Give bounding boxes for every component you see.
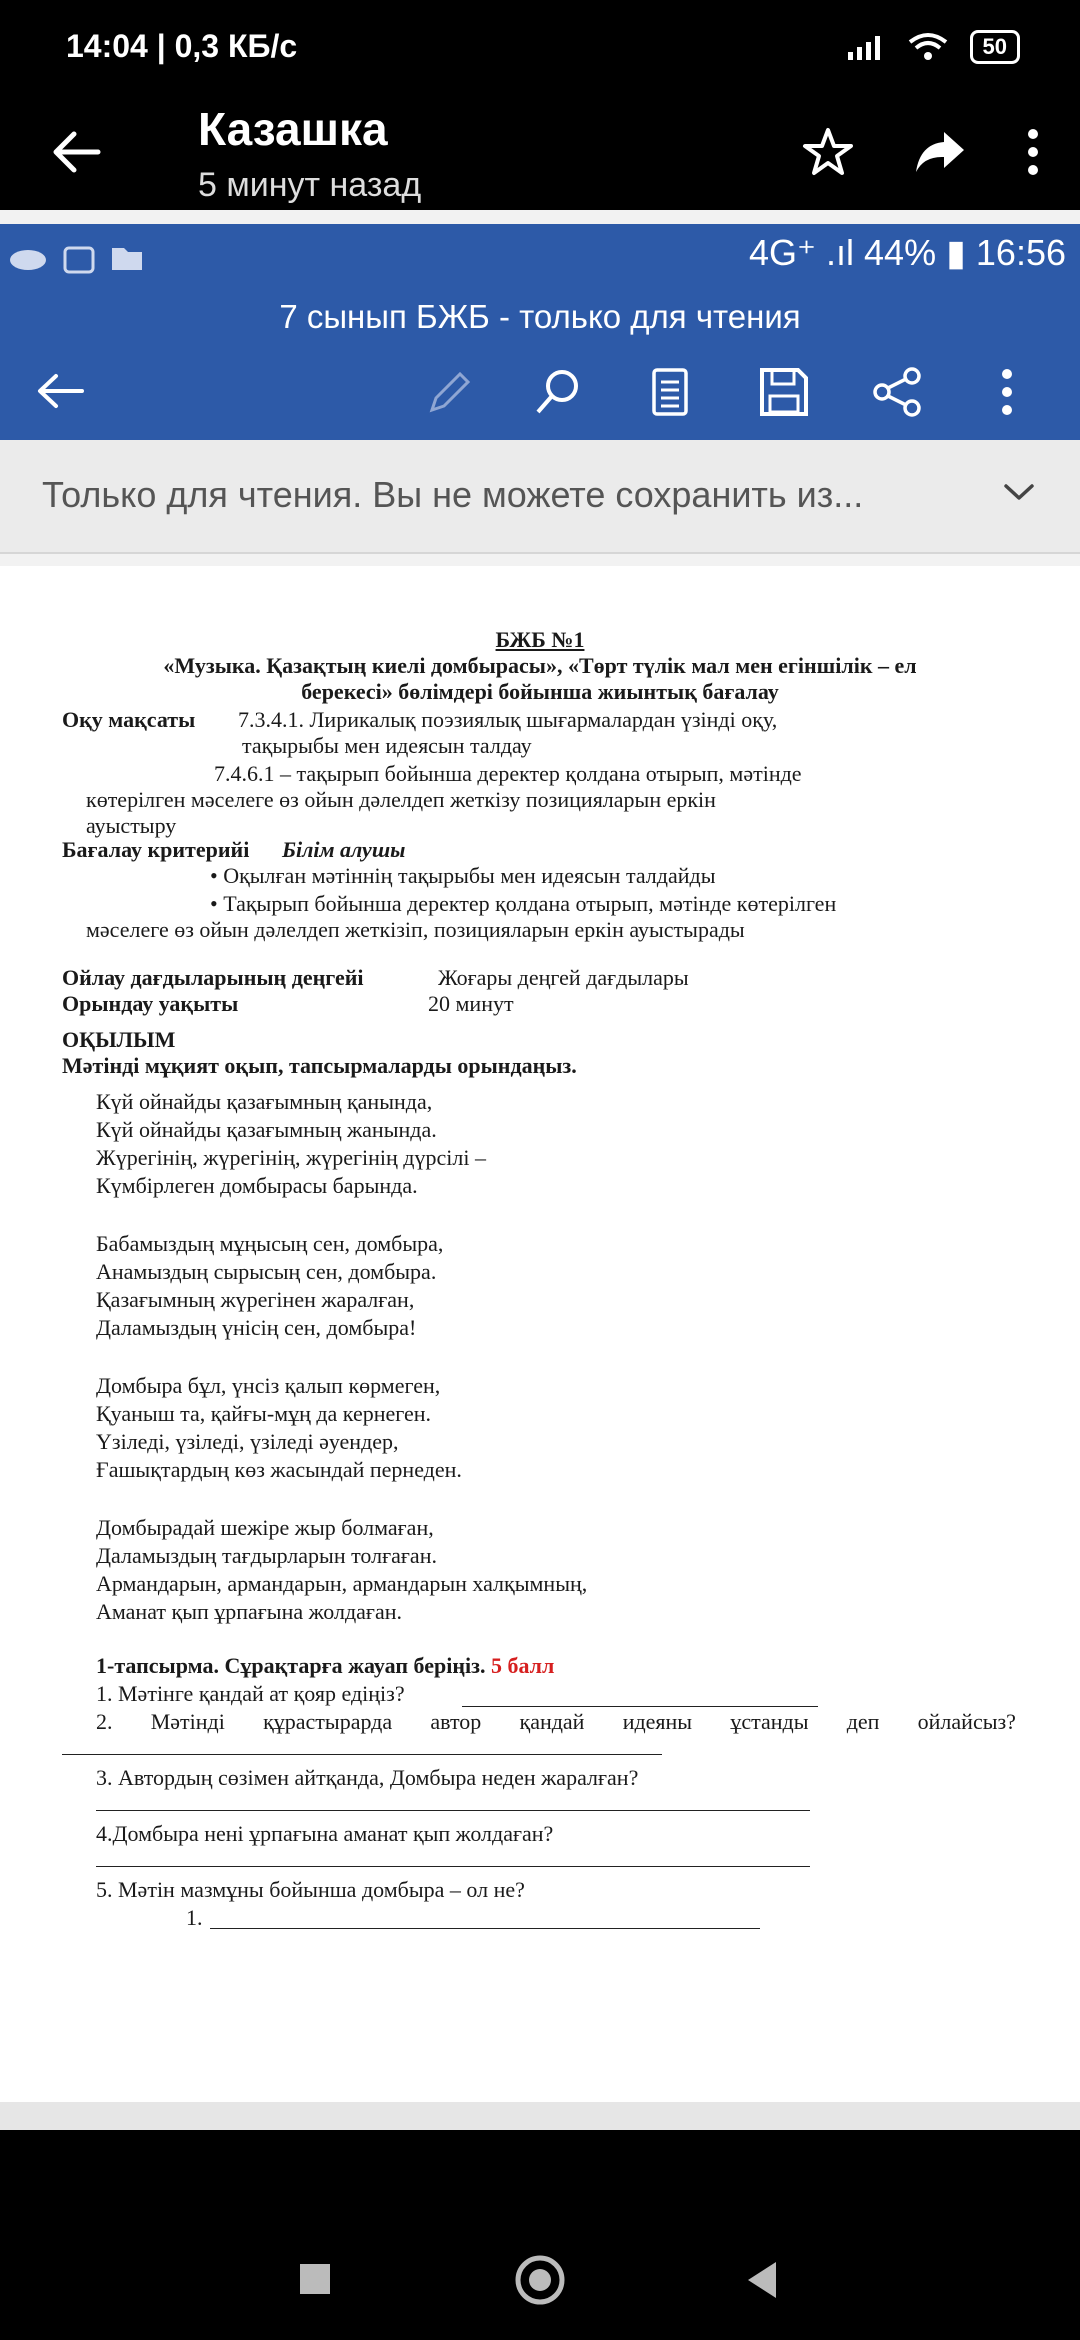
star-icon[interactable] xyxy=(802,126,854,178)
bag-notification-icon xyxy=(62,240,96,274)
inner-status-bar xyxy=(0,224,1080,298)
q2-word: ойлайсыз? xyxy=(917,1709,1016,1734)
recents-square-icon[interactable] xyxy=(298,2262,332,2296)
poem-line: Жүрегінің, жүрегінің, жүрегінің дүрсілі – xyxy=(96,1145,486,1170)
task-title-text: 1-тапсырма. Сұрақтарға жауап беріңіз. xyxy=(96,1653,486,1678)
answer-line-3[interactable] xyxy=(96,1810,810,1811)
goal-2b: көтерілген мәселеге өз ойын дәлелдеп жеткізу позицияларын еркін xyxy=(86,787,716,812)
back-triangle-icon[interactable] xyxy=(744,2260,778,2300)
phone-status-bar xyxy=(0,0,1080,96)
question-2 xyxy=(96,1708,1016,1736)
question-3: 3. Автордың сөзімен айтқанда, Домбыра неден жаралған? xyxy=(96,1765,639,1790)
edit-pencil-icon[interactable] xyxy=(424,366,476,418)
save-icon[interactable] xyxy=(758,366,810,418)
inner-status-text: 4G⁺ .ıl 44% ▮ 16:56 xyxy=(749,232,1066,273)
attached-photo xyxy=(0,210,1080,2130)
criteria-label: Бағалау критерийі xyxy=(62,837,250,862)
duration-value: 20 минут xyxy=(428,991,514,1016)
folder-notification-icon xyxy=(110,240,144,274)
back-arrow-icon[interactable] xyxy=(50,126,102,178)
navigation-bar xyxy=(0,2130,1080,2340)
wifi-icon xyxy=(908,32,948,62)
q2-word: ұстанды xyxy=(730,1709,809,1734)
read-only-text: Только для чтения. Вы не можете сохранить из... xyxy=(42,474,864,515)
task-points: 5 балл xyxy=(490,1653,555,1678)
q2-word: Мәтінді xyxy=(150,1709,225,1734)
word-more-icon[interactable] xyxy=(1000,366,1014,418)
poem-line: Бабамыздың мұңысың сен, домбыра, xyxy=(96,1231,444,1256)
task-title xyxy=(96,1652,554,1680)
q2-word: автор xyxy=(430,1709,482,1734)
poem-line: Домбыра бұл, үнсіз қалып көрмеген, xyxy=(96,1373,441,1398)
goal-1a: 7.3.4.1. Лирикалық поэзиялық шығармалардан үзінді оқу, xyxy=(238,707,778,732)
share-forward-icon[interactable] xyxy=(912,126,968,178)
goal-2c: ауыстыру xyxy=(86,813,177,838)
answer-line-2[interactable] xyxy=(62,1754,662,1755)
answer-line-5[interactable] xyxy=(210,1928,760,1929)
criteria-1: • Оқылған мәтіннің тақырыбы мен идеясын талдайды xyxy=(210,863,716,888)
poem-line: Қазағымның жүрегінен жаралған, xyxy=(96,1287,415,1312)
poem-line: Домбырадай шежіре жыр болмаған, xyxy=(96,1515,434,1540)
duration-label: Орындау уақыты xyxy=(62,991,239,1016)
share-icon[interactable] xyxy=(872,366,924,418)
document-page xyxy=(0,566,1080,2102)
answer-line-1[interactable] xyxy=(462,1706,818,1707)
poem-line: Анамыздың сырысың сен, домбыра. xyxy=(96,1259,437,1284)
read-only-banner[interactable] xyxy=(0,440,1080,554)
question-4: 4.Домбыра нені ұрпағына аманат қып жолдаған? xyxy=(96,1821,554,1846)
criteria-2a: • Тақырып бойынша деректер қолдана отырып, мәтінде көтерілген xyxy=(210,891,837,916)
search-icon[interactable] xyxy=(532,366,584,418)
doc-heading-number: БЖБ №1 xyxy=(495,627,585,652)
q2-word: идеяны xyxy=(622,1709,693,1734)
poem-line: Аманат қып ұрпағына жолдаған. xyxy=(96,1599,402,1624)
poem-line: Ғашықтардың көз жасындай пернеден. xyxy=(96,1457,462,1482)
poem-line: Күй ойнайды қазағымның қанында, xyxy=(96,1089,433,1114)
criteria-2b: мәселеге өз ойын дәлелдеп жеткізіп, позицияларын еркін ауыстырады xyxy=(86,917,745,942)
goal-label: Оқу мақсаты xyxy=(62,707,196,732)
thinking-level-value: Жоғары деңгей дағдылары xyxy=(438,965,689,990)
doc-heading-line2: берекесі» бөлімдері бойынша жиынтық бағалау xyxy=(301,679,779,704)
answer-line-4[interactable] xyxy=(96,1866,810,1867)
status-time: 14:04 | 0,3 КБ/с xyxy=(66,28,298,64)
q2-word: 2. xyxy=(96,1709,113,1734)
poem-line: Күмбірлеген домбырасы барында. xyxy=(96,1173,418,1198)
document-title: 7 сынып БЖБ - только для чтения xyxy=(279,298,801,335)
poem-line: Қуаныш та, қайғы-мұң да кернеген. xyxy=(96,1401,432,1426)
goal-2a: 7.4.6.1 – тақырып бойынша деректер қолдана отырып, мәтінде xyxy=(214,761,802,786)
word-toolbar xyxy=(0,298,1080,440)
word-back-icon[interactable] xyxy=(34,366,86,416)
poem-line: Даламыздың үнісің сен, домбыра! xyxy=(96,1315,417,1340)
thinking-level-label: Ойлау дағдыларының деңгейі xyxy=(62,965,364,990)
q2-word: деп xyxy=(846,1709,880,1734)
app-notification-icon xyxy=(8,240,48,274)
sent-time: 5 минут назад xyxy=(198,166,422,204)
chevron-down-icon[interactable] xyxy=(1002,480,1036,504)
poem-line: Күй ойнайды қазағымның жанында. xyxy=(96,1117,437,1142)
criteria-subject: Білім алушы xyxy=(282,837,406,862)
poem-line: Даламыздың тағдырларын толғаған. xyxy=(96,1543,437,1568)
page-gap xyxy=(0,2102,1080,2130)
q2-word: құрастырарда xyxy=(263,1709,393,1734)
sender-name: Казашка xyxy=(198,103,388,155)
reading-view-icon[interactable] xyxy=(650,366,690,418)
question-5-item: 1. xyxy=(186,1905,203,1930)
doc-heading-line1: «Музыка. Қазақтың киелі домбырасы», «Төрт түлік мал мен егіншілік – ел xyxy=(163,653,917,678)
question-1: 1. Мәтінге қандай ат қояр едіңіз? xyxy=(96,1681,405,1706)
home-circle-icon[interactable] xyxy=(514,2254,566,2306)
more-vert-icon[interactable] xyxy=(1026,126,1040,178)
signal-icon xyxy=(846,34,886,60)
goal-1b: тақырыбы мен идеясын талдау xyxy=(242,733,532,758)
question-5: 5. Мәтін мазмұны бойынша домбыра – ол не? xyxy=(96,1877,525,1902)
viewer-app-bar xyxy=(0,96,1080,210)
q2-word: қандай xyxy=(519,1709,585,1734)
instruction: Мәтінді мұқият оқып, тапсырмаларды орындаңыз. xyxy=(62,1053,577,1078)
section-title: ОҚЫЛЫМ xyxy=(62,1027,176,1052)
poem-line: Армандарын, армандарын, армандарын халқымның, xyxy=(96,1571,588,1596)
poem-line: Үзіледі, үзіледі, үзіледі әуендер, xyxy=(96,1429,399,1454)
battery-indicator: 50 xyxy=(970,30,1020,64)
